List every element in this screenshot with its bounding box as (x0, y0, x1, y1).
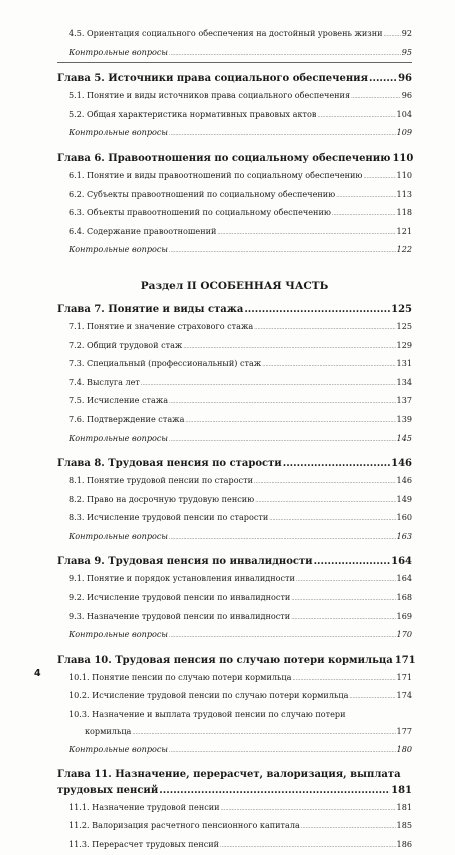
table-of-contents (57, 25, 416, 855)
toc-entry-title: 8.3. Исчисление трудовой пенсии по старости (69, 512, 269, 523)
dot-leader (269, 509, 395, 528)
dot-leader (221, 799, 396, 818)
toc-entry-title: 7.3. Специальный (профессиональный) стаж (69, 358, 262, 369)
toc-entry-page: 174 (396, 690, 412, 701)
dot-leader (169, 430, 396, 449)
chapter-heading (57, 301, 412, 318)
chapter-heading-title: Глава 9. Трудовая пенсия по инвалидности (57, 556, 313, 568)
toc-entry-title: 10.2. Исчисление трудовой пенсии по случаю потери кормильца (69, 690, 349, 701)
toc-entry (57, 836, 412, 855)
toc-entry-title: 10.3. Назначение и выплата трудовой пенсии по случаю потери (69, 709, 346, 720)
toc-entry (57, 186, 412, 205)
dot-leader (183, 337, 395, 356)
toc-entry (57, 374, 412, 393)
dot-leader (283, 455, 390, 472)
dot-leader (254, 472, 396, 491)
control-questions (57, 44, 412, 63)
dot-leader (301, 817, 396, 836)
toc-entry (57, 589, 412, 608)
toc-entry (57, 204, 412, 223)
dot-leader (336, 186, 395, 205)
toc-entry (57, 87, 412, 106)
dot-leader (141, 374, 396, 393)
control-questions-title: Контрольные вопросы (69, 432, 169, 443)
chapter-heading-title: Глава 5. Источники права социального обеспечения (57, 73, 368, 85)
toc-entry-page: 146 (396, 475, 412, 486)
chapter-heading: Глава 11. Назначение, перерасчет, валоризация, выплата (57, 768, 401, 780)
toc-entry-title: 6.1. Понятие и виды правоотношений по социальному обеспечению (69, 169, 363, 180)
toc-entry-title: 9.1. Понятие и порядок установления инвалидности (69, 573, 295, 584)
toc-entry-page: 168 (396, 592, 412, 603)
toc-entry (57, 392, 412, 411)
dot-leader (220, 836, 396, 855)
toc-entry-page: 160 (396, 512, 412, 523)
toc-entry-page: 169 (396, 610, 412, 621)
dot-leader (363, 167, 395, 186)
dot-leader (244, 301, 390, 318)
control-questions-title: Контрольные вопросы (69, 744, 169, 755)
dot-leader (169, 124, 396, 143)
toc-entry-page: 131 (396, 358, 412, 369)
toc-entry-title: 6.2. Субъекты правоотношений по социальному обеспечению (69, 188, 336, 199)
dot-leader (169, 392, 395, 411)
toc-entry (57, 167, 412, 186)
toc-entry-title: 7.1. Понятие и значение страхового стажа (69, 320, 254, 331)
control-questions (57, 241, 412, 260)
chapter-heading (57, 455, 412, 472)
chapter-heading-page: 146 (391, 458, 412, 470)
toc-entry-title: 9.2. Исчисление трудовой пенсии по инвалидности (69, 592, 291, 603)
chapter-heading-title: Глава 10. Трудовая пенсия по случаю потери кормильца (57, 654, 393, 666)
toc-entry-title: 7.2. Общий трудовой стаж (69, 339, 183, 350)
toc-entry (57, 608, 412, 627)
chapter-heading-cont (57, 782, 412, 799)
control-questions-title: Контрольные вопросы (69, 127, 169, 138)
chapter-heading-title: Глава 7. Понятие и виды стажа (57, 303, 244, 315)
toc-entry (57, 491, 412, 510)
toc-entry-title: 6.4. Содержание правоотношений (69, 225, 217, 236)
toc-entry (57, 472, 412, 491)
toc-entry-title: 10.1. Понятие пенсии по случаю потери кормильца (69, 671, 292, 682)
toc-entry-title: 7.4. Выслуга лет (69, 376, 140, 387)
toc-entry (57, 799, 412, 818)
chapter-heading (57, 70, 412, 87)
toc-entry (57, 223, 412, 242)
chapter-heading-title: Глава 8. Трудовая пенсия по старости (57, 458, 282, 470)
dot-leader (351, 87, 401, 106)
control-questions (57, 528, 412, 547)
toc-entry-page: 92 (401, 28, 412, 38)
toc-entry-title: 11.2. Валоризация расчетного пенсионного капитала (69, 820, 300, 831)
dot-leader (314, 553, 391, 570)
dot-leader (169, 626, 396, 645)
dot-leader (169, 44, 401, 63)
chapter-heading-cont-title: трудовых пенсий (57, 784, 159, 796)
chapter-heading-page: 164 (391, 556, 412, 568)
toc-entry-page: 113 (396, 188, 412, 199)
control-questions (57, 124, 412, 143)
dot-leader (262, 355, 395, 374)
toc-entry-title-cont: кормильца (85, 725, 132, 736)
dot-leader (384, 25, 401, 44)
toc-entry-page: 121 (396, 225, 412, 236)
dot-leader (291, 608, 395, 627)
page-number: 4 (34, 668, 41, 679)
toc-entry (57, 509, 412, 528)
toc-entry-page: 110 (396, 169, 412, 180)
control-questions (57, 741, 412, 760)
control-questions-page: 170 (396, 629, 412, 640)
toc-entry-title: 7.6. Подтверждение стажа (69, 413, 185, 424)
chapter-heading (57, 150, 412, 167)
dot-leader (217, 223, 395, 242)
chapter-heading (57, 652, 416, 669)
toc-entry-page: 125 (396, 320, 412, 331)
toc-entry-page: 185 (396, 820, 412, 831)
dot-leader (254, 318, 395, 337)
toc-entry-title: 5.2. Общая характеристика нормативных правовых актов (69, 108, 317, 119)
toc-entry-page: 137 (396, 395, 412, 406)
toc-entry (57, 355, 412, 374)
toc-entry (57, 687, 412, 706)
dot-leader (369, 70, 397, 87)
toc-entry-page: 96 (401, 90, 412, 101)
toc-entry-page: 149 (396, 493, 412, 504)
toc-entry (57, 25, 412, 44)
toc-entry-page: 134 (396, 376, 412, 387)
control-questions (57, 626, 412, 645)
dot-leader (317, 106, 395, 125)
toc-entry (57, 570, 412, 589)
toc-entry-continued (69, 723, 412, 742)
dot-leader (292, 669, 395, 688)
toc-entry-title: 7.5. Исчисление стажа (69, 395, 169, 406)
control-questions-page: 163 (396, 530, 412, 541)
toc-entry (57, 337, 412, 356)
control-questions-title: Контрольные вопросы (69, 244, 169, 255)
toc-entry-title: 11.3. Перерасчет трудовых пенсий (69, 839, 220, 849)
chapter-heading-title: Глава 6. Правоотношения по социальному обеспечению (57, 152, 391, 164)
chapter-heading-page: 96 (398, 73, 412, 85)
divider (57, 62, 412, 63)
dot-leader (349, 687, 395, 706)
toc-entry (57, 669, 412, 688)
toc-entry (57, 706, 412, 741)
dot-leader (185, 411, 395, 430)
toc-entry (57, 817, 412, 836)
chapter-heading-cont-page: 181 (391, 784, 412, 796)
control-questions-page: 95 (401, 46, 412, 57)
dot-leader (332, 204, 396, 223)
toc-entry-title: 9.3. Назначение трудовой пенсии по инвалидности (69, 610, 291, 621)
toc-entry-page: 104 (396, 108, 412, 119)
chapter-heading-page: 110 (392, 152, 414, 164)
toc-entry-title: 8.2. Право на досрочную трудовую пенсию (69, 493, 255, 504)
control-questions-title: Контрольные вопросы (69, 629, 169, 640)
control-questions-page: 109 (396, 127, 412, 138)
chapter-heading-page: 125 (391, 303, 412, 315)
toc-entry-title: 8.1. Понятие трудовой пенсии по старости (69, 475, 253, 486)
toc-entry-title: 4.5. Ориентация социального обеспечения на достойный уровень жизни (69, 28, 383, 38)
dot-leader (159, 782, 390, 799)
dot-leader (169, 528, 396, 547)
toc-entry (57, 318, 412, 337)
control-questions (57, 430, 412, 449)
toc-entry-title: 6.3. Объекты правоотношений по социальному обеспечению (69, 207, 331, 218)
toc-entry-title: 11.1. Назначение трудовой пенсии (69, 801, 220, 812)
dot-leader (132, 723, 395, 742)
control-questions-page: 122 (396, 244, 412, 255)
control-questions-page: 180 (396, 744, 412, 755)
section-heading: Раздел II ОСОБЕННАЯ ЧАСТЬ (140, 279, 329, 292)
toc-entry-page: 129 (396, 339, 412, 350)
toc-entry-page: 139 (396, 413, 412, 424)
toc-entry-page: 181 (396, 801, 412, 812)
dot-leader (255, 491, 395, 510)
dot-leader (296, 570, 396, 589)
toc-entry-page: 171 (396, 671, 412, 682)
toc-entry (57, 106, 412, 125)
dot-leader (291, 589, 395, 608)
toc-entry-title: 5.1. Понятие и виды источников права социального обеспечения (69, 90, 351, 101)
control-questions-title: Контрольные вопросы (69, 530, 169, 541)
dot-leader (169, 241, 396, 260)
chapter-heading-page: 171 (394, 654, 416, 666)
toc-entry (57, 411, 412, 430)
dot-leader (169, 741, 396, 760)
control-questions-page: 145 (396, 432, 412, 443)
toc-entry-page: 118 (396, 207, 412, 218)
control-questions-title: Контрольные вопросы (69, 46, 169, 57)
toc-entry-page: 177 (396, 725, 412, 736)
toc-entry-page: 164 (396, 573, 412, 584)
chapter-heading (57, 553, 412, 570)
toc-entry-page: 186 (396, 839, 412, 849)
